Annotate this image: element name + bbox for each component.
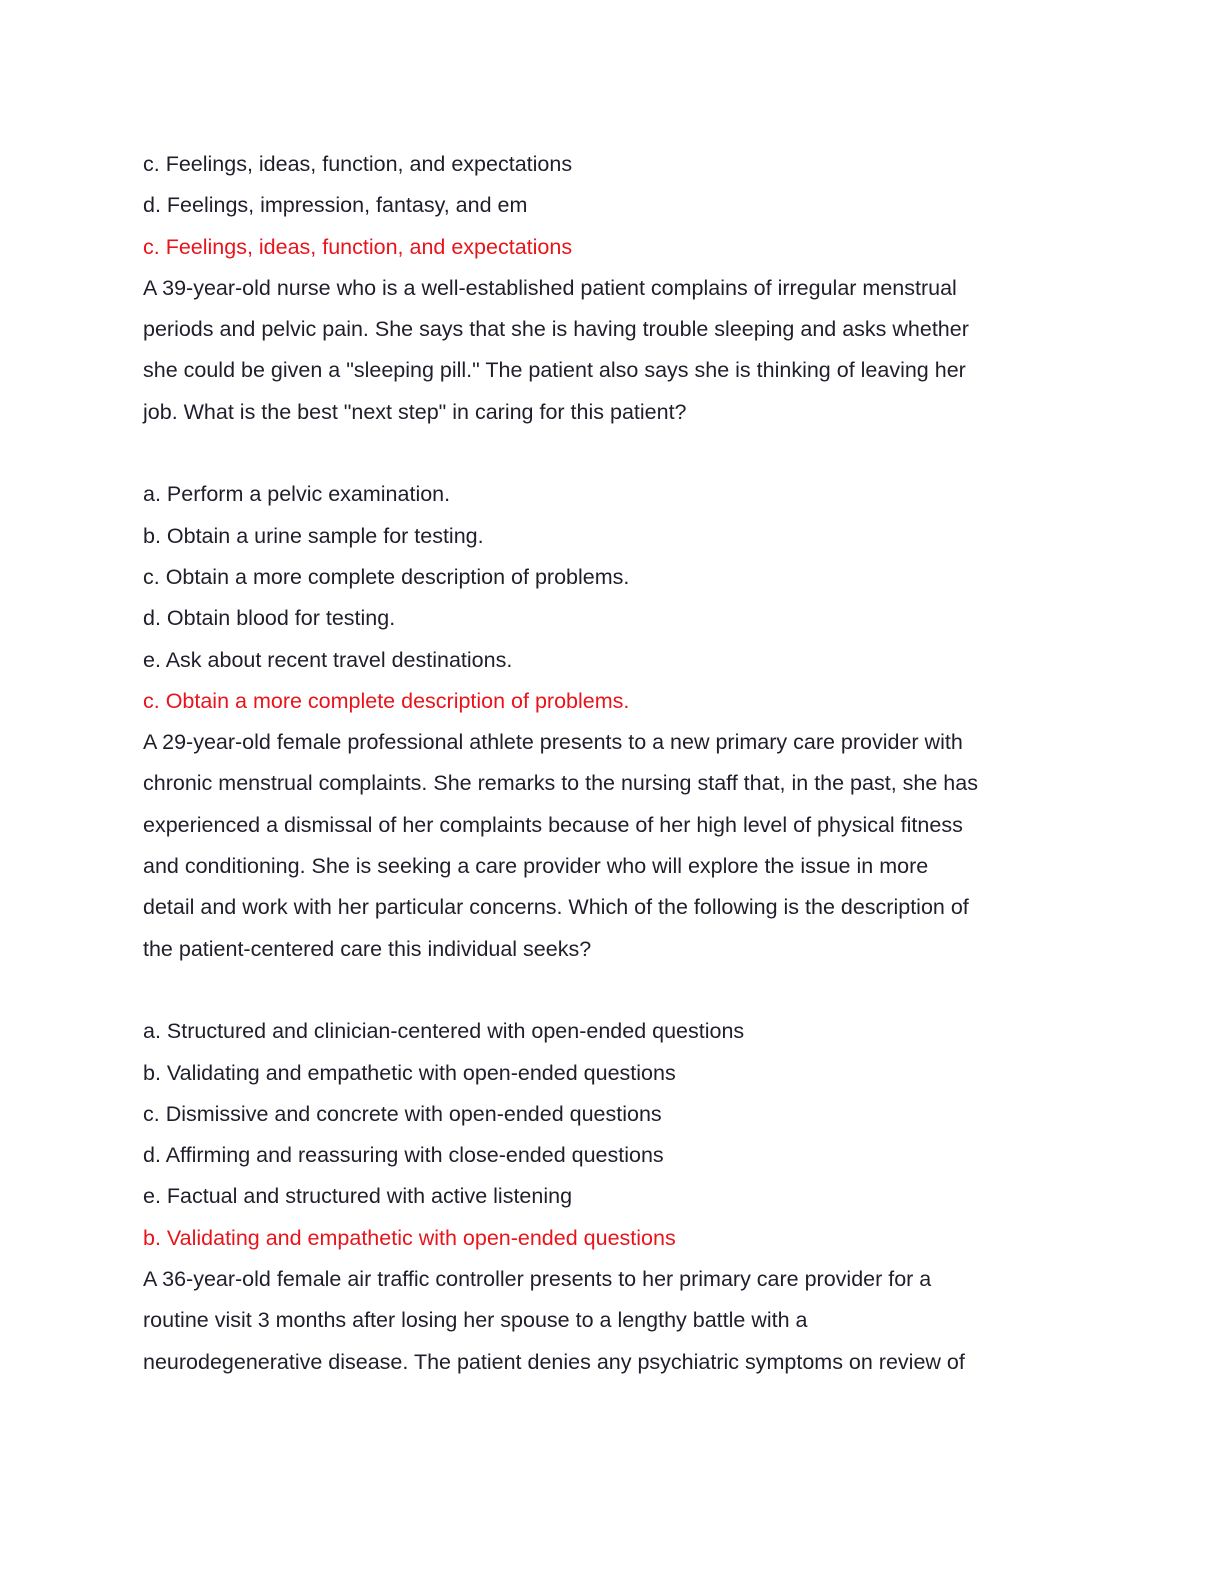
question-line: experienced a dismissal of her complaints because of her high level of physical fitness xyxy=(143,812,963,837)
option-a: a. Structured and clinician-centered with open-ended questions xyxy=(143,1019,745,1044)
option-c: c. Dismissive and concrete with open-ended questions xyxy=(143,1101,662,1126)
question-line: detail and work with her particular concerns. Which of the following is the description of xyxy=(143,895,969,920)
question-line: neurodegenerative disease. The patient denies any psychiatric symptoms on review of xyxy=(143,1349,965,1374)
document-page xyxy=(143,144,1078,1383)
question-line: job. What is the best "next step" in caring for this patient? xyxy=(143,399,687,424)
option-c: c. Obtain a more complete description of problems. xyxy=(143,564,630,589)
question-line: periods and pelvic pain. She says that she is having trouble sleeping and asks whether xyxy=(143,317,969,342)
question-line: A 29-year-old female professional athlete presents to a new primary care provider with xyxy=(143,730,963,755)
option-d: d. Feelings, impression, fantasy, and em xyxy=(143,193,528,218)
question-line: and conditioning. She is seeking a care provider who will explore the issue in more xyxy=(143,854,929,879)
answer-text: c. Feelings, ideas, function, and expectations xyxy=(143,234,573,259)
question-line: she could be given a "sleeping pill." The patient also says she is thinking of leaving her xyxy=(143,358,966,383)
option-a: a. Perform a pelvic examination. xyxy=(143,482,451,507)
answer-text: b. Validating and empathetic with open-ended questions xyxy=(143,1225,676,1250)
question-line: the patient-centered care this individual seeks? xyxy=(143,936,592,961)
option-b: b. Validating and empathetic with open-ended questions xyxy=(143,1060,676,1085)
answer-text: c. Obtain a more complete description of problems. xyxy=(143,688,630,713)
option-c: c. Feelings, ideas, function, and expectations xyxy=(143,152,573,176)
question-line: routine visit 3 months after losing her spouse to a lengthy battle with a xyxy=(143,1308,808,1333)
option-d: d. Affirming and reassuring with close-ended questions xyxy=(143,1143,664,1168)
spacer xyxy=(143,433,1078,474)
question-line: A 39-year-old nurse who is a well-established patient complains of irregular menstrual xyxy=(143,275,957,300)
option-e: e. Ask about recent travel destinations. xyxy=(143,647,513,672)
option-b: b. Obtain a urine sample for testing. xyxy=(143,523,484,548)
question-line: A 36-year-old female air traffic controller presents to her primary care provider for a xyxy=(143,1267,932,1292)
spacer xyxy=(143,970,1078,1011)
question-line: chronic menstrual complaints. She remarks to the nursing staff that, in the past, she has xyxy=(143,771,978,796)
option-e: e. Factual and structured with active listening xyxy=(143,1184,573,1209)
option-d: d. Obtain blood for testing. xyxy=(143,606,396,631)
